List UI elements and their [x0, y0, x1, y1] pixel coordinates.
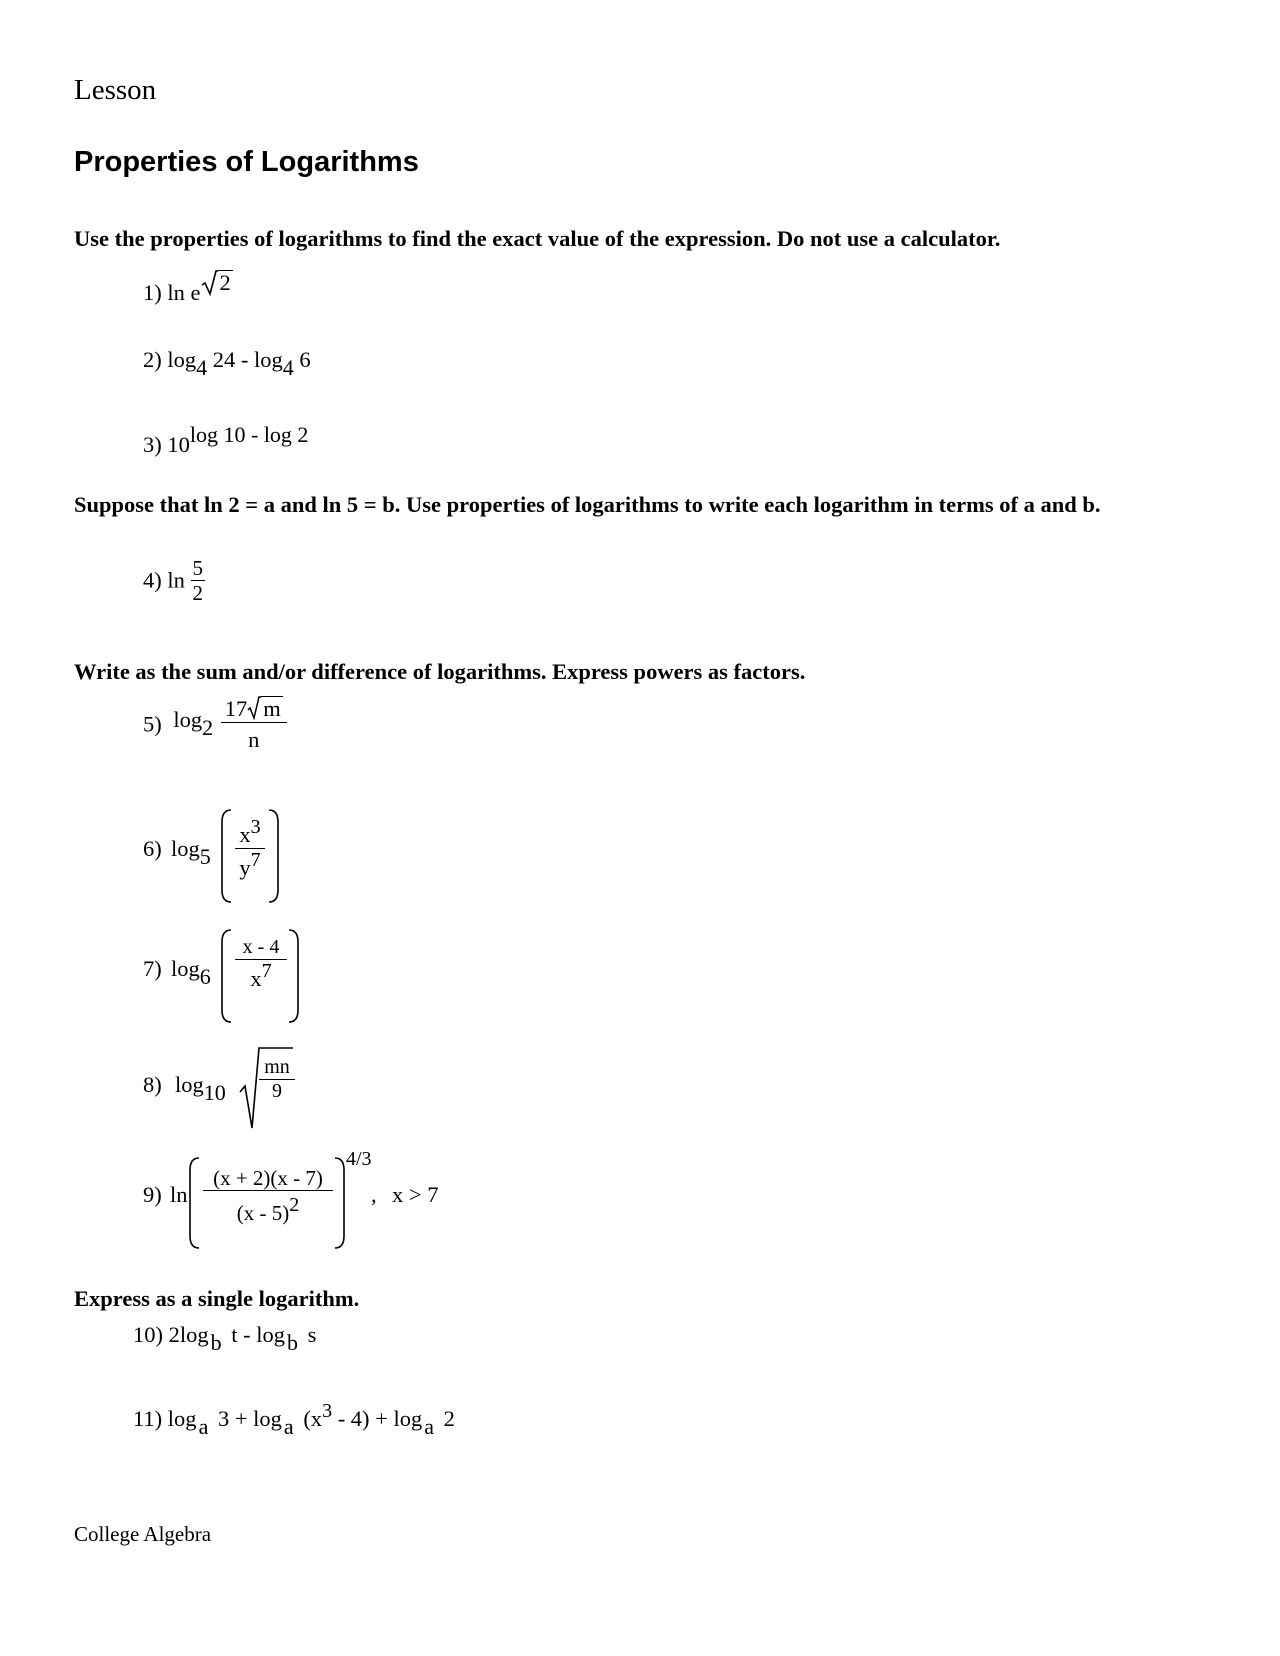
- denominator-exponent: 7: [261, 960, 272, 982]
- log-fn: log: [167, 1406, 197, 1431]
- instruction-section-4: Express as a single logarithm.: [74, 1286, 360, 1311]
- denominator: n: [221, 722, 287, 753]
- sqrt-icon: [201, 270, 218, 296]
- log-term: [175, 1072, 226, 1106]
- fraction: [203, 1166, 333, 1225]
- left-paren-icon: [219, 808, 233, 904]
- log-fn: log: [171, 836, 200, 861]
- denominator: [235, 959, 287, 992]
- log-term-1: [167, 1406, 213, 1439]
- log-argument: 24 -: [212, 347, 249, 372]
- log-fn: log: [253, 1406, 282, 1431]
- log-base: 4: [282, 355, 294, 380]
- footer-course: College Algebra: [74, 1522, 212, 1546]
- expression-function: ln e: [167, 280, 201, 305]
- log-base: b: [287, 1330, 299, 1355]
- expression-function: ln: [170, 1182, 188, 1207]
- log-base: a: [283, 1414, 294, 1439]
- instruction-section-1: Use the properties of logarithms to find the exact value of the expression. Do not use a calculator.: [74, 226, 1001, 251]
- log-argument: 6: [299, 347, 311, 372]
- numerator: [221, 696, 287, 722]
- log-fn: log: [175, 1072, 204, 1097]
- fraction: [191, 556, 206, 605]
- problem-number: 4): [143, 567, 162, 593]
- power-base: 10: [167, 432, 190, 457]
- log-term-2: [254, 347, 294, 380]
- denominator-exponent: 7: [250, 848, 261, 871]
- problem-10: [133, 1322, 316, 1356]
- sqrt-exponent: [201, 270, 233, 296]
- log-base: 4: [196, 355, 208, 380]
- fraction: [221, 696, 287, 753]
- log-argument: s: [307, 1322, 317, 1347]
- domain-condition: x > 7: [392, 1182, 439, 1207]
- problem-number: 11): [133, 1406, 163, 1431]
- denominator-exponent: 2: [289, 1194, 300, 1217]
- denominator: 2: [192, 581, 204, 606]
- numerator: mn: [264, 1056, 290, 1078]
- log-term-1: [167, 347, 208, 380]
- problem-5: [143, 696, 287, 753]
- numerator: x - 4: [242, 936, 280, 958]
- numerator: [235, 816, 265, 848]
- outer-exponent: 4/3: [346, 1148, 372, 1170]
- problem-1: [143, 270, 233, 306]
- log-base: b: [210, 1330, 222, 1355]
- fraction: [235, 936, 287, 992]
- instruction-section-3: Write as the sum and/or difference of logarithms. Express powers as factors.: [74, 659, 806, 684]
- log-term-3: [393, 1406, 439, 1439]
- log-fn: log: [171, 956, 200, 981]
- problem-number: 3): [143, 432, 162, 457]
- problem-number: 6): [143, 836, 162, 861]
- denominator: 9: [259, 1079, 295, 1103]
- coefficient: 2: [168, 1322, 180, 1347]
- page-title: Properties of Logarithms: [74, 146, 419, 178]
- instruction-section-2: Suppose that ln 2 = a and ln 5 = b. Use properties of logarithms to write each logarithm in terms of a and b.: [74, 492, 1101, 517]
- argument-part: - 4) +: [337, 1406, 388, 1431]
- log-term: [171, 956, 211, 990]
- log-base: a: [198, 1414, 209, 1439]
- radicand: 2: [219, 270, 231, 295]
- problem-11: [133, 1400, 455, 1440]
- numerator: 5: [192, 556, 204, 580]
- sqrt-icon: [247, 696, 261, 720]
- expression-function: ln: [167, 567, 185, 593]
- problem-number: 2): [143, 347, 162, 372]
- argument-exponent: 3: [322, 1400, 333, 1422]
- log-argument: t -: [231, 1322, 251, 1347]
- problem-4: [143, 556, 205, 605]
- log-base: 10: [203, 1080, 226, 1105]
- log-term-2: [253, 1406, 298, 1439]
- log-term-2: [256, 1322, 302, 1355]
- comma: ,: [371, 1182, 377, 1207]
- numerator: (x + 2)(x - 7): [213, 1166, 323, 1190]
- log-base: 2: [202, 715, 214, 741]
- left-paren-icon: [187, 1156, 201, 1250]
- log-fn: log: [179, 1322, 209, 1347]
- numerator-exponent: 3: [250, 816, 261, 838]
- power-exponent: log 10 - log 2: [189, 422, 309, 447]
- right-paren-icon: [287, 928, 301, 1024]
- log-fn: log: [393, 1406, 423, 1431]
- log-term-1: [179, 1322, 226, 1355]
- fraction: [259, 1056, 295, 1103]
- problem-number: 9): [143, 1182, 162, 1207]
- log-fn: log: [173, 707, 203, 733]
- right-paren-icon: [333, 1156, 347, 1250]
- denominator: [235, 848, 265, 881]
- log-argument: 2: [443, 1406, 455, 1431]
- log-argument: [303, 1400, 388, 1431]
- problem-number: 10): [133, 1322, 163, 1347]
- log-fn: log: [167, 347, 197, 372]
- problem-number: 5): [143, 711, 162, 737]
- denominator-var: x: [250, 966, 262, 991]
- fraction: [235, 816, 265, 881]
- denominator-base: (x - 5): [236, 1201, 290, 1226]
- left-paren-icon: [219, 928, 233, 1024]
- numerator-var: x: [239, 822, 251, 847]
- problem-number: 7): [143, 956, 162, 981]
- denominator-var: y: [239, 854, 251, 880]
- log-base: 5: [199, 844, 211, 869]
- log-argument: 3 +: [217, 1406, 248, 1431]
- log-fn: log: [254, 347, 283, 372]
- log-base: a: [424, 1414, 435, 1439]
- problem-number: 1): [143, 280, 162, 305]
- right-paren-icon: [267, 808, 281, 904]
- denominator: [203, 1190, 333, 1225]
- problem-3: [143, 422, 308, 458]
- lesson-label: Lesson: [74, 74, 157, 106]
- radicand: m: [263, 696, 281, 721]
- argument-part: (x: [303, 1406, 323, 1431]
- problem-2: [143, 347, 311, 381]
- log-base: 6: [199, 964, 211, 989]
- log-term: [171, 836, 211, 870]
- problem-number: 8): [143, 1072, 162, 1097]
- log-fn: log: [256, 1322, 286, 1347]
- log-term: [173, 707, 214, 741]
- coefficient: 17: [224, 696, 248, 721]
